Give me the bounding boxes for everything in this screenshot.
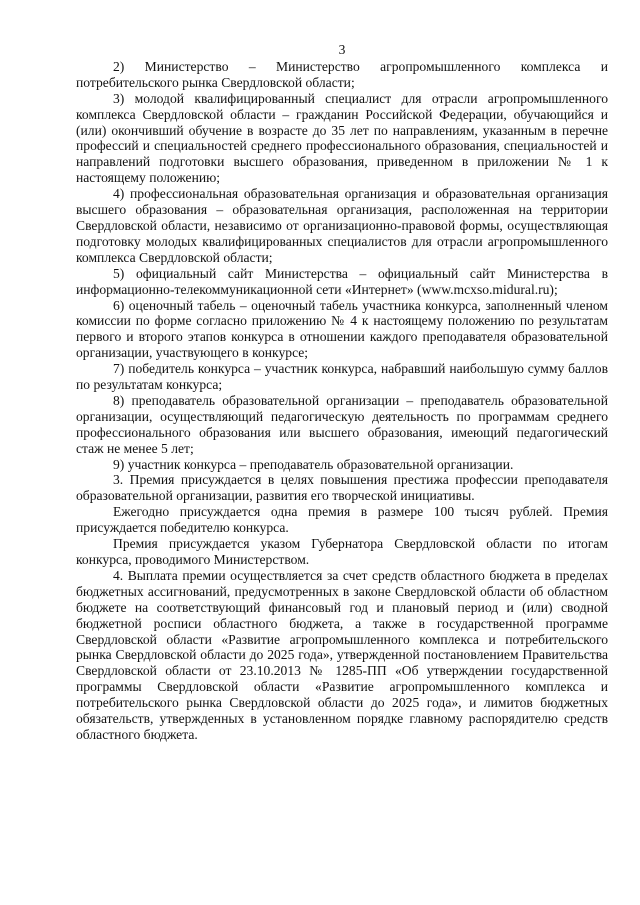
paragraph-definition-2: 2) Министерство – Министерство агропромышленного комплекса и потребительского рынка Свердловской области;	[76, 58, 608, 90]
paragraph-definition-9: 9) участник конкурса – преподаватель образовательной организации.	[113, 456, 514, 472]
paragraph-section-4: 4. Выплата премии осуществляется за счет средств областного бюджета в пределах бюджетных ассигнований, предусмотренных в законе Свердловской области об областном бюджете на соответствующий финансовый год и плановый период и (или) сводной бюджетной росписи областного бюджета, а также в государственной программе Свердловской области «Развитие агропромышленного комплекса и потребительского рынка Свердловской области до 2025 года», утвержденной постановлением Правительства Свердловской области от 23.10.2013 № 1285-ПП «Об утверждении государственной программы Свердловской области «Развитие агропромышленного комплекса и потребительского рынка Свердловской области до 2025 года», и лимитов бюджетных обязательств, утвержденных в установленном порядке главному распорядителю средств областного бюджета.	[76, 567, 608, 742]
paragraph-definition-5: 5) официальный сайт Министерства – официальный сайт Министерства в информационно-телекоммуникационной сети «Интернет» (www.mcxso.midural.ru);	[76, 265, 608, 297]
paragraph-definition-7: 7) победитель конкурса – участник конкурса, набравший наибольшую сумму баллов по результатам конкурса;	[76, 361, 608, 393]
paragraph-annual-award: Ежегодно присуждается одна премия в размере 100 тысяч рублей. Премия присуждается победителю конкурса.	[76, 504, 608, 536]
document-page	[76, 0, 608, 743]
paragraph-governor-decree: Премия присуждается указом Губернатора Свердловской области по итогам конкурса, проводимого Министерством.	[76, 536, 608, 567]
paragraph-definition-8: 8) преподаватель образовательной организации – преподаватель образовательной организации, осуществляющий педагогическую деятельность по программам среднего профессионального образования или высшего образования, имеющий педагогический стаж не менее 5 лет;	[76, 392, 608, 456]
paragraph-definition-4: 4) профессиональная образовательная организация и образовательная организация высшего образования – образовательная организация, расположенная на территории Свердловской области, независимо от организационно-правовой формы, осуществляющая подготовку молодых квалифицированных специалистов для отрасли агропромышленного комплекса Свердловской области;	[76, 186, 608, 265]
page-number: 3	[338, 42, 346, 57]
paragraph-definition-6: 6) оценочный табель – оценочный табель участника конкурса, заполненный членом комиссии по форме согласно приложению № 4 к настоящему положению по результатам первого и второго этапов конкурса в отношении каждого преподавателя образовательной организации, участвующего в конкурсе;	[76, 297, 608, 361]
paragraph-section-3: 3. Премия присуждается в целях повышения престижа профессии преподавателя образовательной организации, развития его творческой инициативы.	[76, 472, 608, 504]
paragraph-definition-3: 3) молодой квалифицированный специалист для отрасли агропромышленного комплекса Свердловской области – гражданин Российской Федерации, обучающийся и (или) окончивший обучение в возрасте до 35 лет по направлениям, указанным в перечне профессий и специальностей среднего профессионального образования, специальностей и направлений подготовки высшего образования, приведенном в приложении № 1 к настоящему положению;	[76, 90, 608, 186]
